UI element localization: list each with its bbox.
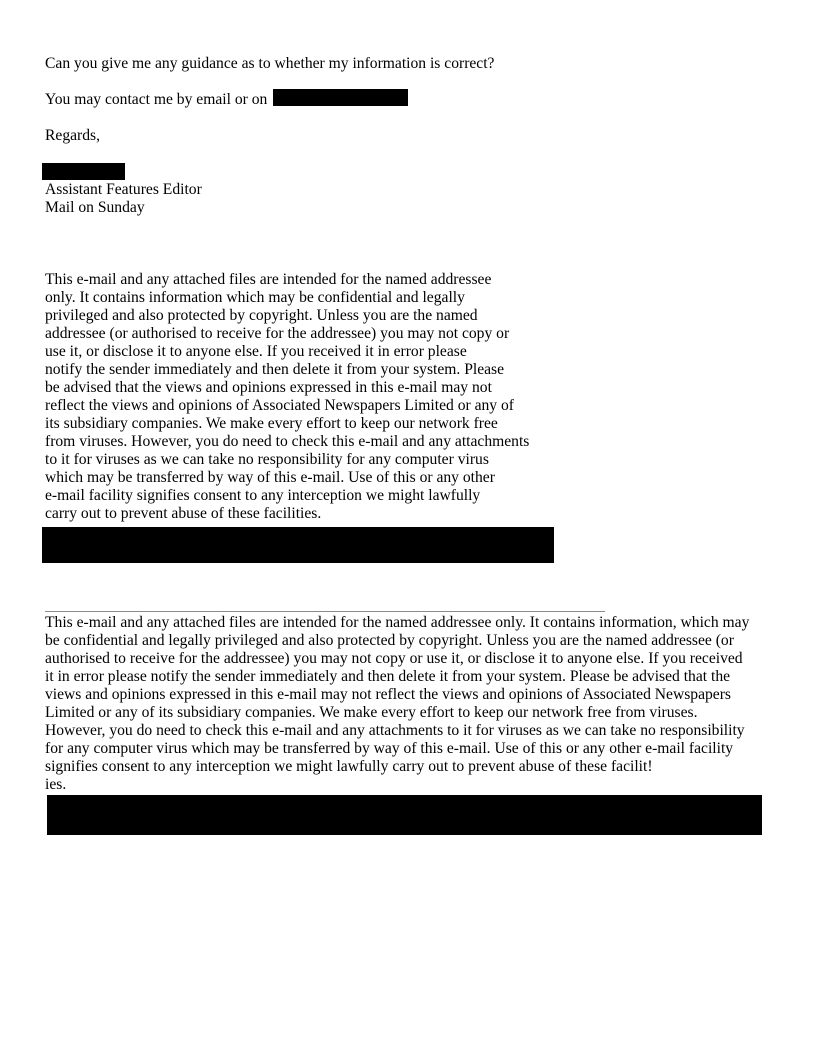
disclaimer-line: ies. (45, 776, 67, 793)
disclaimer-line: e-mail facility signifies consent to any interception we might lawfully (45, 487, 481, 504)
disclaimer-line: use it, or disclose it to anyone else. If you received it in error please (45, 343, 467, 360)
contact-line: You may contact me by email or on (45, 91, 268, 108)
signature-title: Assistant Features Editor (45, 181, 202, 198)
disclaimer-line: be confidential and legally privileged and also protected by copyright. Unless you are the named addressee (or (45, 632, 734, 649)
redaction-phone (273, 89, 408, 106)
separator-rule (45, 611, 605, 612)
disclaimer-line: notify the sender immediately and then delete it from your system. Please (45, 361, 505, 378)
disclaimer-line: from viruses. However, you do need to check this e-mail and any attachments (45, 433, 530, 450)
disclaimer-line: only. It contains information which may be confidential and legally (45, 289, 465, 306)
disclaimer-line: signifies consent to any interception we might lawfully carry out to prevent abuse of these facilit! (45, 758, 653, 775)
disclaimer-line: it in error please notify the sender immediately and then delete it from your system. Please be advised that the (45, 668, 731, 685)
disclaimer-line: for any computer virus which may be transferred by way of this e-mail. Use of this or any other e-mail facility (45, 740, 734, 757)
disclaimer-line: addressee (or authorised to receive for the addressee) you may not copy or (45, 325, 510, 342)
disclaimer-narrow (45, 271, 529, 523)
disclaimer-line: However, you do need to check this e-mail and any attachments to it for viruses as we can take no responsibility (45, 722, 745, 739)
disclaimer-line: authorised to receive for the addressee) you may not copy or use it, or disclose it to anyone else. If you received (45, 650, 743, 667)
disclaimer-line: This e-mail and any attached files are intended for the named addressee only. It contains information, which may (45, 614, 750, 631)
closing-line: Regards, (45, 127, 100, 144)
redaction-company-address-1 (42, 527, 554, 563)
disclaimer-line: which may be transferred by way of this e-mail. Use of this or any other (45, 469, 495, 486)
disclaimer-line: views and opinions expressed in this e-mail may not reflect the views and opinions of Associated Newspapers (45, 686, 731, 703)
disclaimer-line: Limited or any of its subsidiary companies. We make every effort to keep our network free from viruses. (45, 704, 698, 721)
disclaimer-line: its subsidiary companies. We make every effort to keep our network free (45, 415, 498, 432)
disclaimer-line: This e-mail and any attached files are intended for the named addressee (45, 271, 492, 288)
disclaimer-line: to it for viruses as we can take no responsibility for any computer virus (45, 451, 489, 468)
redaction-sender-name (42, 163, 125, 180)
disclaimer-line: privileged and also protected by copyright. Unless you are the named (45, 307, 478, 324)
disclaimer-line: be advised that the views and opinions expressed in this e-mail may not (45, 379, 492, 396)
question-line: Can you give me any guidance as to whether my information is correct? (45, 55, 495, 72)
disclaimer-wide (45, 614, 749, 794)
signature-publication: Mail on Sunday (45, 199, 145, 216)
disclaimer-line: carry out to prevent abuse of these facilities. (45, 505, 322, 522)
redaction-company-address-2 (47, 795, 762, 835)
disclaimer-line: reflect the views and opinions of Associated Newspapers Limited or any of (45, 397, 514, 414)
